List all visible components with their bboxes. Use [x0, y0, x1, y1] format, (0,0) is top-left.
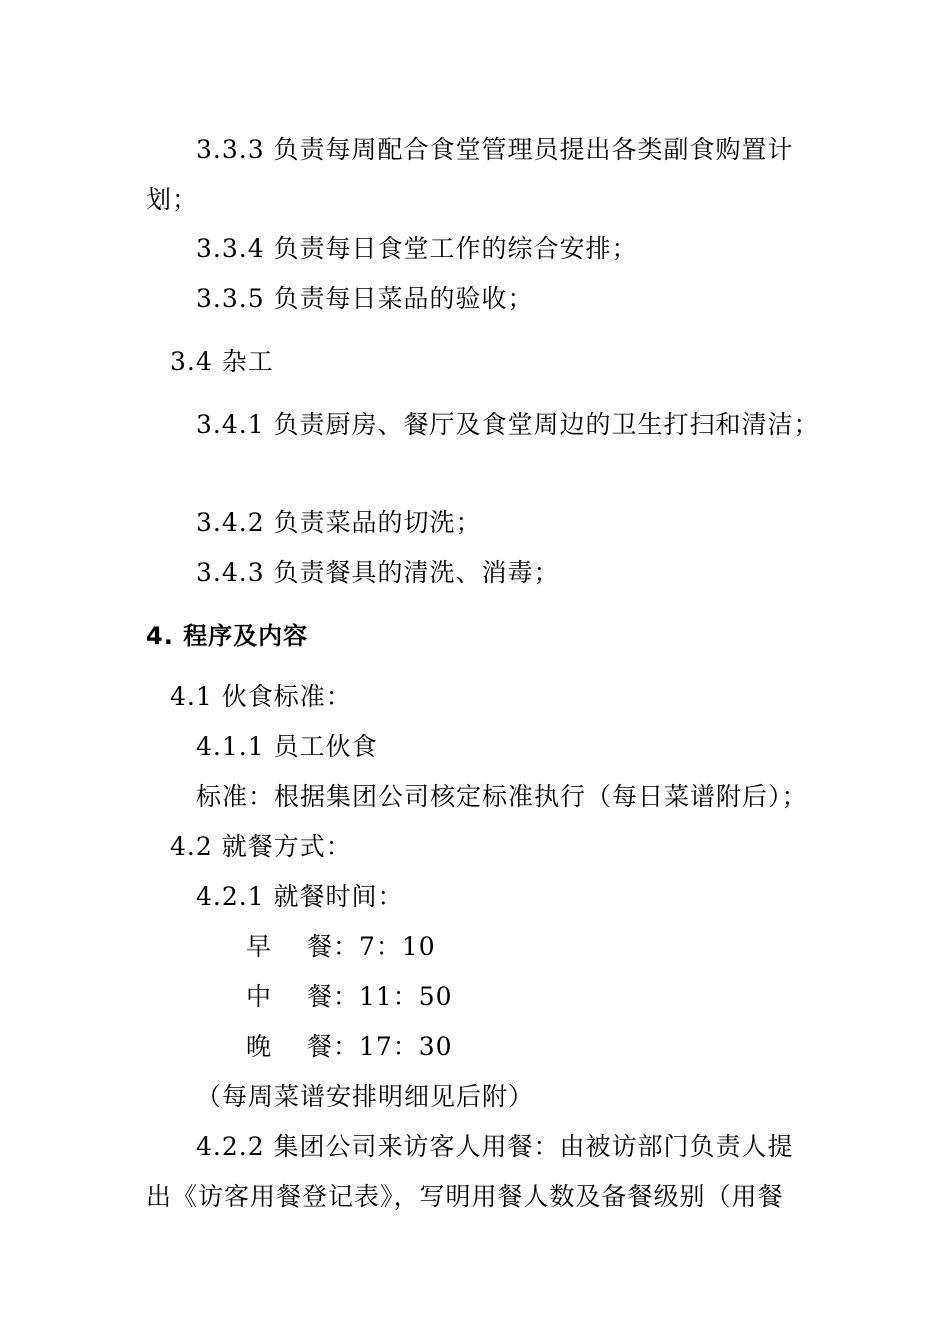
text-line-4-2-2: 4.2.2 集团公司来访客人用餐：由被访部门负责人提: [196, 1132, 794, 1161]
text-line-lunch: 中 餐：11：50: [246, 982, 453, 1011]
text-line-4-2-2-cont: 出《访客用餐登记表》，写明用餐人数及备餐级别（用餐: [146, 1182, 784, 1211]
text-line-weekly-menu-note: （每周菜谱安排明细见后附）: [196, 1082, 535, 1111]
text-line-standard: 标准：根据集团公司核定标准执行（每日菜谱附后）；: [196, 782, 808, 811]
text-line-3-3-4: 3.3.4 负责每日食堂工作的综合安排；: [196, 234, 638, 263]
text-line-3-3-3: 3.3.3 负责每周配合食堂管理员提出各类副食购置计: [196, 135, 794, 164]
text-line-3-3-3-cont: 划；: [146, 185, 199, 214]
section-heading-4-1: 4.1 伙食标准：: [170, 682, 352, 711]
text-line-3-4-1: 3.4.1 负责厨房、餐厅及食堂周边的卫生打扫和清洁；: [196, 410, 820, 439]
text-line-breakfast: 早 餐：7：10: [246, 932, 436, 961]
text-line-3-4-2: 3.4.2 负责菜品的切洗；: [196, 508, 482, 537]
text-line-3-3-5: 3.3.5 负责每日菜品的验收；: [196, 284, 534, 313]
text-line-4-1-1: 4.1.1 员工伙食: [196, 732, 378, 761]
text-line-3-4-3: 3.4.3 负责餐具的清洗、消毒；: [196, 558, 560, 587]
section-heading-4-2: 4.2 就餐方式：: [170, 832, 352, 861]
text-line-4-2-1: 4.2.1 就餐时间：: [196, 882, 404, 911]
section-heading-4: 4. 程序及内容: [146, 622, 309, 650]
section-heading-3-4: 3.4 杂工: [170, 347, 274, 376]
text-line-dinner: 晚 餐：17：30: [246, 1032, 453, 1061]
